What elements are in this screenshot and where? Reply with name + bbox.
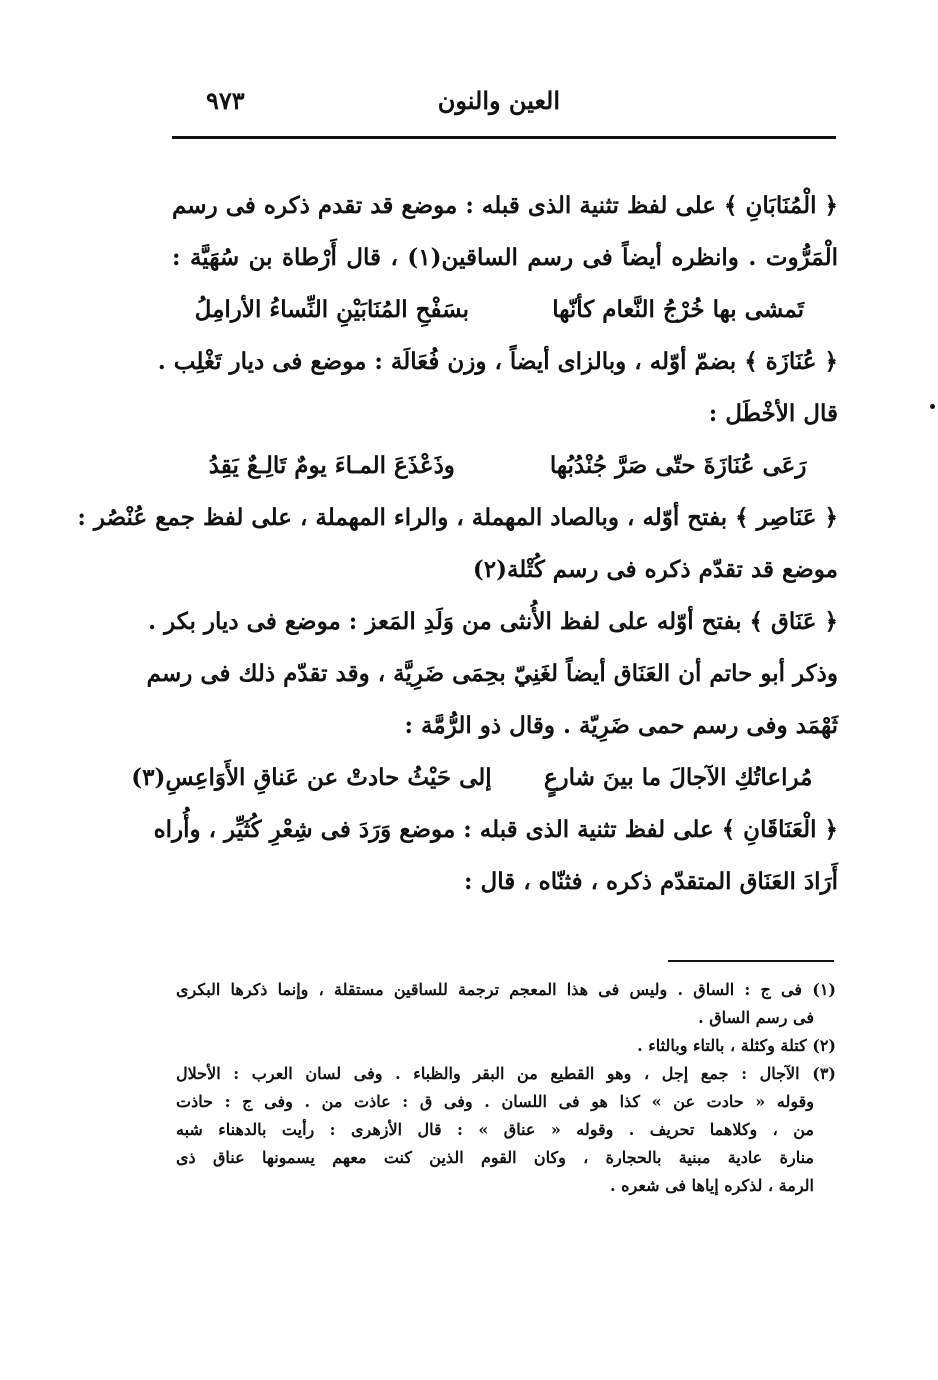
header-rule <box>172 136 836 139</box>
footnote-line: فى رسم الساق . <box>698 1008 814 1027</box>
verse-hemistich-second: إلى حَيْثُ حادتْ عن عَناقِ الأَوَاعِسِ(٣) <box>131 764 492 791</box>
scan-speck <box>930 404 935 409</box>
text-line: الْمَرُّوت . وانظره أيضاً فى رسم الساقين(١) ، قال أَرْطاة بن سُهَيَّة : <box>172 244 838 271</box>
text-line: وذكر أبو حاتم أن العَنَاق أيضاً لغَنِيّ بحِمَى ضَرِيَّة ، وقد تقدّم ذلك فى رسم <box>146 660 838 687</box>
footnotes <box>176 976 836 1200</box>
page-title: العين والنون <box>437 86 560 115</box>
text-line: ﴿ الْمُنَابَانِ ﴾ على لفظ تثنية الذى قبله : موضع قد تقدم ذكره فى رسم <box>172 192 838 219</box>
main-text <box>77 180 838 908</box>
text-line: ﴿ الْعَنَاقَانِ ﴾ على لفظ تثنية الذى قبله : موضع وَرَدَ فى شِعْرِ كُثَيِّر ، وأُراه <box>153 816 838 843</box>
running-header <box>170 86 840 126</box>
footnote-line: (١) فى ج : الساق . وليس فى هذا المعجم ترجمة للساقين مستقلة ، وإنما ذكرها البكرى <box>176 980 836 999</box>
footnote-line: الرمة ، لذكره إياها فى شعره . <box>610 1176 814 1195</box>
footnote-line: منارة عادية مبنية بالحجارة ، وكان القوم الذين كنت معهم يسمونها عناق ذى <box>176 1148 814 1167</box>
verse-hemistich-second: بسَفْحِ المُنَابَيْنِ النِّساءُ الأرامِلُ <box>194 296 469 323</box>
text-line: ﴿ عُنَازَة ﴾ بضمّ أوّله ، وبالزاى أيضاً ، وزن فُعَالَة : موضع فى ديار تَغْلِب . <box>157 348 838 375</box>
footnote-line: وقوله « حادت عن » كذا هو فى اللسان . وفى ق : عاذت من . وفى ج : حاذت <box>176 1092 814 1111</box>
text-line: ثَهْمَد وفى رسم حمى ضَرِيّة . وقال ذو الرُّمَّة : <box>404 712 838 739</box>
verse-line <box>172 284 838 336</box>
text-line: موضع قد تقدّم ذكره فى رسم كُتْلة(٢) <box>472 556 838 583</box>
verse-hemistich-first: تَمشى بها خُرْجُ النَّعام كأنّها <box>552 296 805 323</box>
text-line: أَرَادَ العَنَاق المتقدّم ذكره ، فثنّاه ، قال : <box>464 868 838 895</box>
text-line: ﴿ عَنَاق ﴾ بفتح أوّله على لفظ الأُنثى من وَلَدِ المَعز : موضع فى ديار بكر . <box>148 608 838 635</box>
text-line: ﴿ عَنَاصِر ﴾ بفتح أوّله ، وبالصاد المهملة ، والراء المهملة ، على لفظ جمع عُنْصُر : <box>77 504 838 531</box>
footnote-line: (٢) كتلة وكثلة ، بالتاء وبالثاء . <box>637 1036 836 1055</box>
footnote-line: (٣) الآجال : جمع إجل ، وهو القطيع من البقر والظباء . وفى لسان العرب : الأحلال <box>176 1064 836 1083</box>
footnote-line: من ، وكلاهما تحريف . وقوله « عناق » : قال الأزهرى : رأيت بالدهناء شبه <box>176 1120 814 1139</box>
footnote-rule <box>668 960 834 962</box>
verse-line <box>172 440 838 492</box>
verse-hemistich-second: وذَعْذَعَ المـاءَ يومٌ تَالِـعٌ يَقِدُ <box>208 452 455 479</box>
verse-hemistich-first: رَعَى عُنَازَةَ حتّى صَرَّ جُنْدُبُها <box>549 452 807 479</box>
verse-hemistich-first: مُراعاتُكِ الآجالَ ما بينَ شارعٍ <box>543 764 813 791</box>
page-number: ٩٧٣ <box>206 86 245 115</box>
text-line: قال الأخْطَل : <box>708 400 838 427</box>
verse-line <box>131 752 838 804</box>
